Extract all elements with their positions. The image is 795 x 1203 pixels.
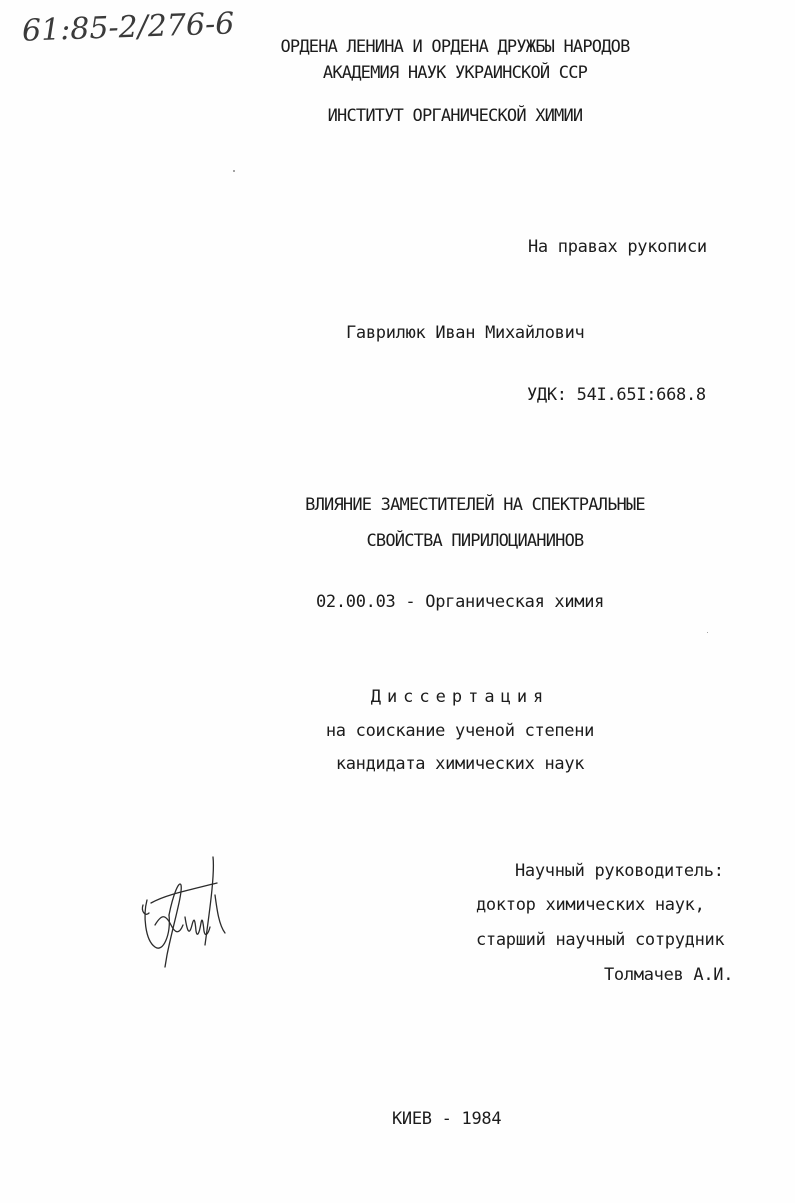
supervisor-degree: доктор химических наук, — [476, 895, 705, 915]
city-year: КИЕВ - 1984 — [392, 1109, 502, 1129]
signature-image — [135, 855, 235, 970]
paper-speck — [233, 170, 235, 172]
supervisor-name: Толмачев А.И. — [604, 965, 734, 985]
signature-stroke — [215, 895, 225, 933]
signature-stroke — [145, 900, 169, 948]
paper-speck — [707, 632, 708, 633]
dissertation-field-line: кандидата химических наук — [335, 754, 585, 774]
header-line-1: ОРДЕНА ЛЕНИНА И ОРДЕНА ДРУЖБЫ НАРОДОВ — [280, 37, 630, 57]
manuscript-rights: На правах рукописи — [528, 237, 707, 257]
signature-stroke — [205, 857, 213, 945]
supervisor-position: старший научный сотрудник — [476, 930, 725, 950]
supervisor-title: Научный руководитель: — [515, 861, 724, 881]
author-name: Гаврилюк Иван Михайлович — [346, 323, 585, 343]
archive-mark: 61:85-2/276-6 — [21, 6, 235, 49]
header-line-2: АКАДЕМИЯ НАУК УКРАИНСКОЙ ССР — [322, 63, 588, 83]
specialty-code: 02.00.03 - Органическая химия — [316, 592, 605, 612]
signature-stroke — [151, 883, 217, 903]
dissertation-label: Диссертация — [370, 687, 550, 707]
institute-name: ИНСТИТУТ ОРГАНИЧЕСКОЙ ХИМИИ — [327, 106, 583, 126]
title-line-2: СВОЙСТВА ПИРИЛОЦИАНИНОВ — [366, 531, 584, 551]
dissertation-degree-line: на соискание ученой степени — [325, 721, 595, 741]
title-line-1: ВЛИЯНИЕ ЗАМЕСТИТЕЛЕЙ НА СПЕКТРАЛЬНЫЕ — [305, 495, 645, 515]
udk-code: УДК: 54I.65I:668.8 — [527, 385, 706, 405]
